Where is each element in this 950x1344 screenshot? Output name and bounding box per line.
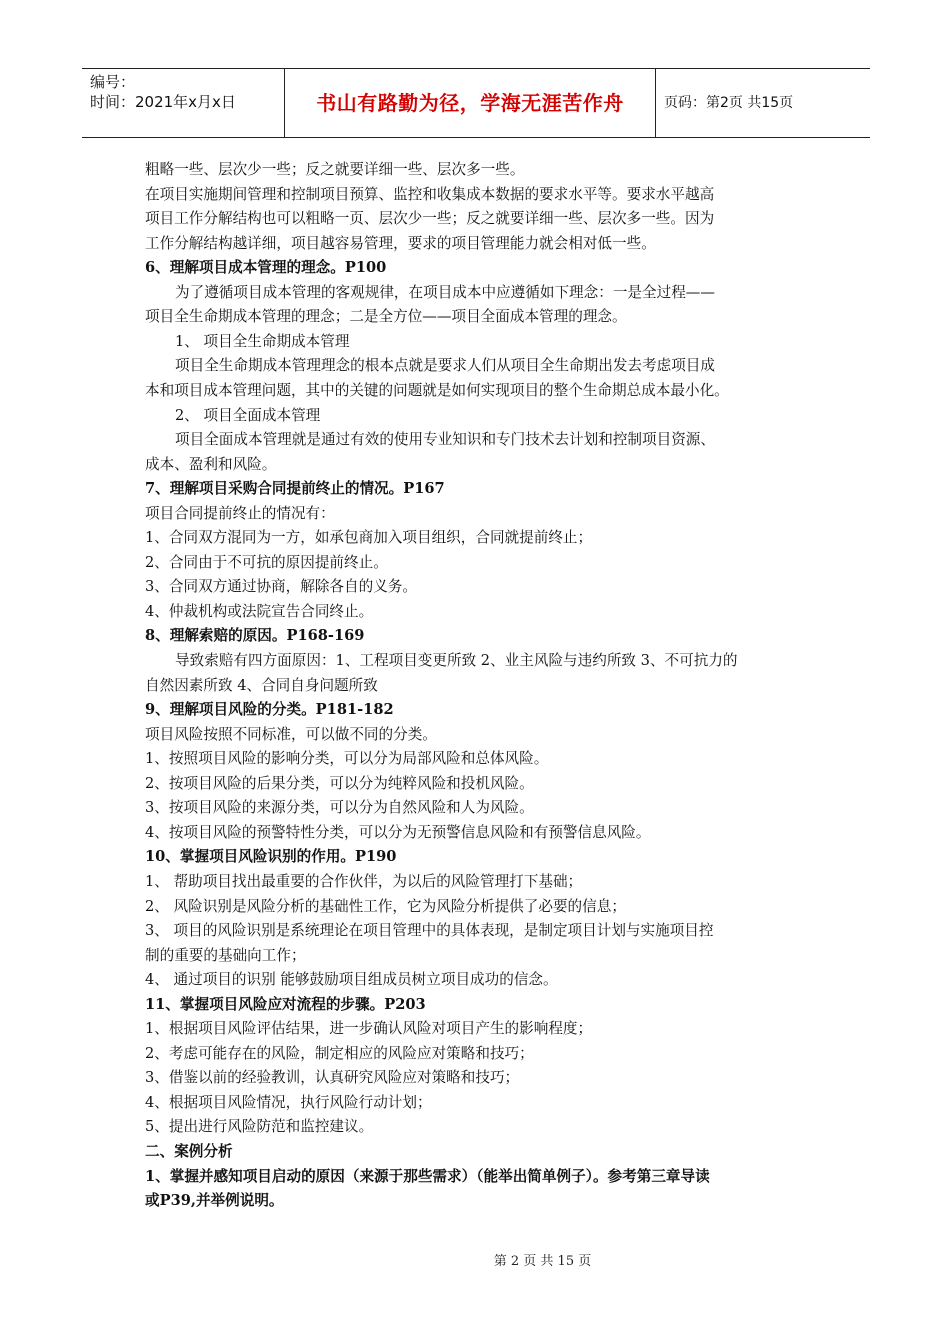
- body-text-line: 1、 帮助项目找出最重要的合作伙伴，为以后的风险管理打下基础；: [145, 872, 583, 890]
- body-text-line: 导致索赔有四方面原因：1、工程项目变更所致 2、业主风险与违约所致 3、不可抗力的: [175, 652, 738, 669]
- body-text-line: 1、合同双方混同为一方，如承包商加入项目组织，合同就提前终止；: [145, 529, 593, 547]
- section-heading: 10、掌握项目风险识别的作用。P190: [145, 848, 397, 866]
- header-info-cell: [82, 69, 285, 137]
- body-text-line: 成本、盈利和风险。: [145, 455, 277, 473]
- section-heading: 二、案例分析: [145, 1143, 233, 1160]
- body-text-line: 1、按照项目风险的影响分类，可以分为局部风险和总体风险。: [145, 750, 549, 768]
- section-heading: 1、掌握并感知项目启动的原因（来源于那些需求）（能举出简单例子）。参考第三章导读: [145, 1167, 710, 1185]
- header-motto: 书山有路勤为径，学海无涯苦作舟: [285, 69, 656, 137]
- body-text-line: 制的重要的基础向工作；: [145, 946, 306, 964]
- body-text-line: 在项目实施期间管理和控制项目预算、监控和收集成本数据的要求水平等。要求水平越高: [145, 185, 715, 203]
- body-text-line: 本和项目成本管理问题，其中的关键的问题就是如何实现项目的整个生命期总成本最小化。: [145, 381, 729, 399]
- section-heading: 9、理解项目风险的分类。P181-182: [145, 701, 394, 719]
- body-text-line: 项目全生命期成本管理的理念；二是全方位——项目全面成本管理的理念。: [145, 308, 627, 326]
- body-text-line: 项目合同提前终止的情况有：: [145, 504, 335, 522]
- body-text-line: 自然因素所致 4、合同自身问题所致: [145, 676, 378, 694]
- body-text-line: 1、 项目全生命期成本管理: [175, 332, 350, 350]
- body-text-line: 4、 通过项目的识别 能够鼓励项目组成员树立项目成功的信念。: [145, 971, 558, 989]
- page-footer: [0, 1250, 950, 1269]
- body-text-line: 项目工作分解结构也可以粗略一页、层次少一些；反之就要详细一些、层次多一些。因为: [145, 210, 715, 228]
- body-text-line: 3、借鉴以前的经验教训，认真研究风险应对策略和技巧；: [145, 1069, 520, 1087]
- body-text-line: 3、 项目的风险识别是系统理论在项目管理中的具体表现，是制定项目计划与实施项目控: [145, 922, 714, 940]
- section-heading: 11、掌握项目风险应对流程的步骤。P203: [145, 995, 426, 1013]
- body-text-line: 1、根据项目风险评估结果，进一步确认风险对项目产生的影响程度；: [145, 1020, 593, 1038]
- body-text-line: 项目风险按照不同标准，可以做不同的分类。: [145, 725, 437, 743]
- body-text-line: 粗略一些、层次少一些；反之就要详细一些、层次多一些。: [145, 161, 525, 178]
- body-text-line: 2、 风险识别是风险分析的基础性工作，它为风险分析提供了必要的信息；: [145, 897, 626, 915]
- body-text-line: 为了遵循项目成本管理的客观规律，在项目成本中应遵循如下理念：一是全过程——: [175, 283, 715, 301]
- document-date-label: 时间：2021年x月x日: [90, 93, 236, 111]
- footer-page-number: 第 2 页 共 15 页: [493, 1254, 592, 1269]
- page-header: [82, 68, 870, 138]
- section-heading: 8、理解索赔的原因。P168-169: [145, 627, 365, 645]
- section-heading: 或P39,并举例说明。: [145, 1192, 284, 1210]
- body-text-line: 4、根据项目风险情况，执行风险行动计划；: [145, 1093, 432, 1111]
- body-text-line: 4、按项目风险的预警特性分类，可以分为无预警信息风险和有预警信息风险。: [145, 823, 651, 841]
- body-text-line: 2、 项目全面成本管理: [175, 406, 321, 424]
- body-text-line: 项目全生命期成本管理理念的根本点就是要求人们从项目全生命期出发去考虑项目成: [175, 357, 715, 375]
- body-text-line: 项目全面成本管理就是通过有效的使用专业知识和专门技术去计划和控制项目资源、: [175, 431, 715, 449]
- document-number-label: 编号：: [90, 73, 136, 91]
- body-text-line: 4、仲裁机构或法院宣告合同终止。: [145, 602, 374, 620]
- section-heading: 6、理解项目成本管理的理念。P100: [145, 259, 387, 277]
- body-text-line: 工作分解结构越详细，项目越容易管理，要求的项目管理能力就会相对低一些。: [145, 234, 656, 252]
- body-text-line: 2、合同由于不可抗的原因提前终止。: [145, 553, 388, 571]
- header-page-number: 页码：第2页 共15页: [664, 95, 794, 111]
- body-text-line: 3、按项目风险的来源分类，可以分为自然风险和人为风险。: [145, 799, 534, 817]
- section-heading: 7、理解项目采购合同提前终止的情况。P167: [145, 480, 445, 498]
- body-text-line: 5、提出进行风险防范和监控建议。: [145, 1118, 374, 1136]
- body-text-line: 2、按项目风险的后果分类，可以分为纯粹风险和投机风险。: [145, 774, 534, 792]
- body-text-line: 2、考虑可能存在的风险，制定相应的风险应对策略和技巧；: [145, 1044, 534, 1062]
- body-text-line: 3、合同双方通过协商，解除各自的义务。: [145, 578, 417, 596]
